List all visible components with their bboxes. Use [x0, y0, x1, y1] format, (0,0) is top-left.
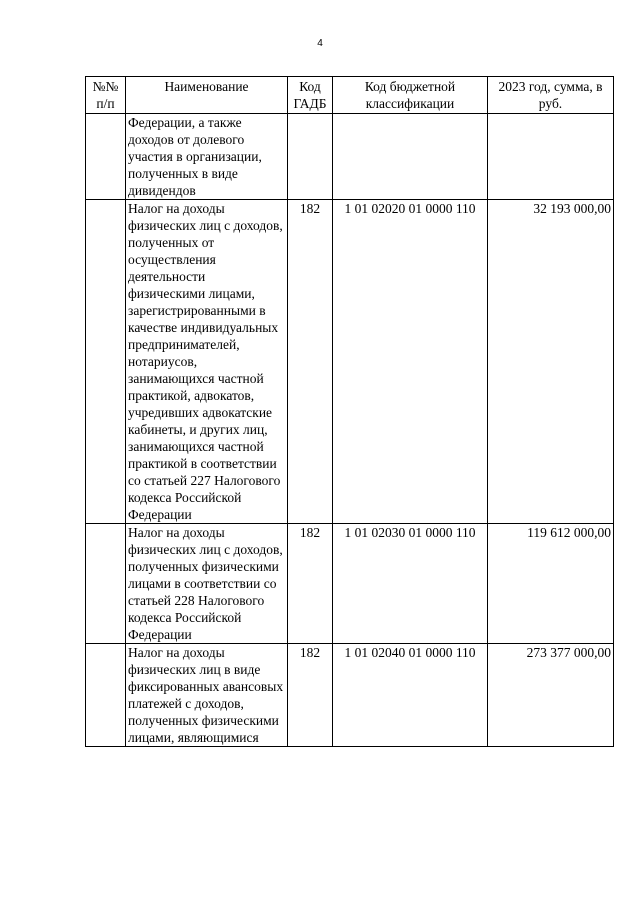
header-gadb: Код ГАДБ — [288, 77, 333, 114]
table-row — [86, 524, 614, 644]
row-gadb: 182 — [288, 524, 333, 644]
header-sum: 2023 год, сумма, в руб. — [488, 77, 614, 114]
table-header-row — [86, 77, 614, 114]
row-name: Федерации, а также доходов от долевого участия в организации, полученных в виде дивидендов — [126, 114, 288, 200]
row-sum: 32 193 000,00 — [488, 200, 614, 524]
row-name: Налог на доходы физических лиц с доходов, полученных от осуществления деятельности физическими лицами, зарегистрированными в качестве индивидуальных предпринимателей, нотариусов, занимающихся частной практикой, адвокатов, учредивших адвокатские кабинеты, и других лиц, занимающихся частной практикой в соответствии со статьей 227 Налогового кодекса Российской Федерации — [126, 200, 288, 524]
row-sum: 273 377 000,00 — [488, 644, 614, 747]
table-row — [86, 200, 614, 524]
row-name: Налог на доходы физических лиц в виде фиксированных авансовых платежей с доходов, полученных физическими лицами, являющимися — [126, 644, 288, 747]
row-sum: 119 612 000,00 — [488, 524, 614, 644]
row-sum — [488, 114, 614, 200]
row-name: Налог на доходы физических лиц с доходов, полученных физическими лицами в соответствии со статьей 228 Налогового кодекса Российской Федерации — [126, 524, 288, 644]
page-number: 4 — [317, 38, 323, 49]
row-num — [86, 644, 126, 747]
row-num — [86, 524, 126, 644]
row-gadb — [288, 114, 333, 200]
header-name: Наименование — [126, 77, 288, 114]
row-kbk: 1 01 02020 01 0000 110 — [333, 200, 488, 524]
row-kbk: 1 01 02040 01 0000 110 — [333, 644, 488, 747]
table-row — [86, 114, 614, 200]
row-num — [86, 114, 126, 200]
row-kbk — [333, 114, 488, 200]
row-kbk: 1 01 02030 01 0000 110 — [333, 524, 488, 644]
table-row — [86, 644, 614, 747]
row-gadb: 182 — [288, 644, 333, 747]
row-gadb: 182 — [288, 200, 333, 524]
budget-revenue-table — [85, 76, 614, 747]
header-num: №№ п/п — [86, 77, 126, 114]
row-num — [86, 200, 126, 524]
header-kbk: Код бюджетной классификации — [333, 77, 488, 114]
